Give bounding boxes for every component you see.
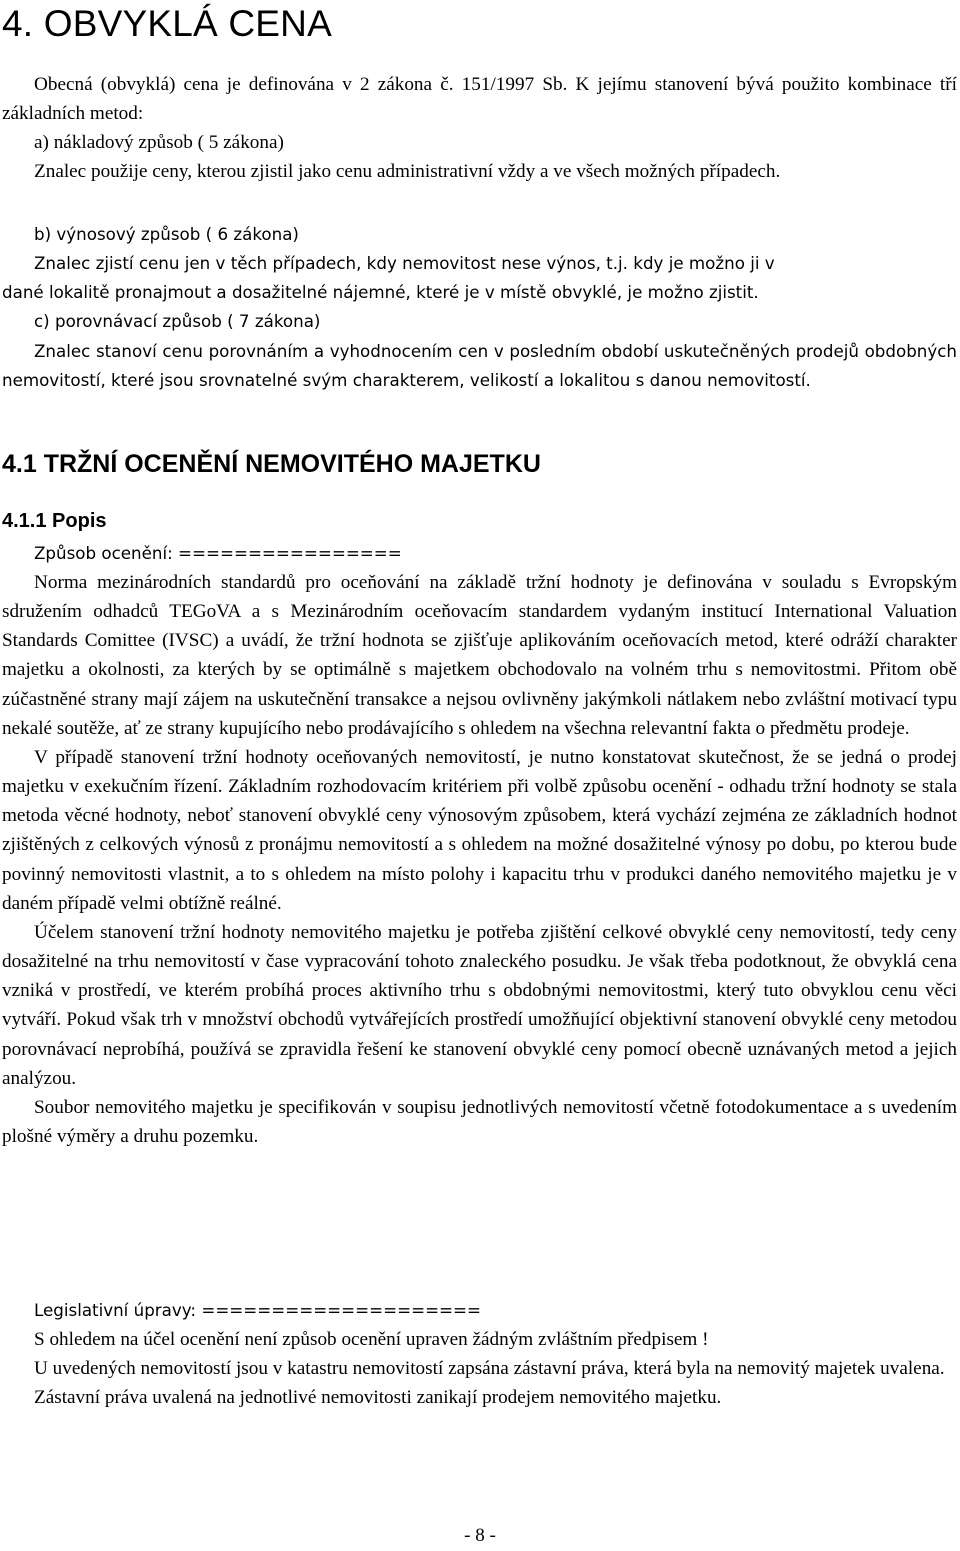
paragraph-2: V případě stanovení tržní hodnoty oceňovaných nemovitostí, je nutno konstatovat skutečnost, že se jedná o prodej majetku v exekučním řízení. Základním rozhodovacím kritériem při volbě způsobu ocenění - odhadu tržní hodnoty se stala metoda věcné hodnoty, neboť stanovení obvyklé ceny výnosovým způsobem, která vychází zejména ze základních hodnot zjištěných z celkových výnosů z pronájmu nemovitostí a s ohledem na možné dosažitelné výnosy po dobu, po kterou bude povinný nemovitosti vlastnit, a to s ohledem na místo polohy i kapacitu trhu v produkci daného nemovitého majetku je v daném případě velmi obtížně reálné.	[2, 746, 957, 914]
method-a-title: a) nákladový způsob ( 5 zákona)	[34, 132, 284, 154]
legislative-line-3: Zástavní práva uvalená na jednotlivé nemovitosti zanikají prodejem nemovitého majetku.	[34, 1387, 722, 1409]
method-b-block	[2, 220, 957, 395]
method-c-text: Znalec stanoví cenu porovnáním a vyhodnocením cen v posledním období uskutečněných prodejů obdobných nemovitostí, které jsou srovnatelné svým charakterem, velikostí a lokalitou s danou nemovitostí.	[2, 340, 957, 390]
method-b-title: b) výnosový způsob ( 6 zákona)	[34, 224, 299, 244]
page-number: - 8 -	[464, 1525, 496, 1546]
method-b-line-1: Znalec zjistí cenu jen v těch případech, kdy nemovitost nese výnos, t.j. kdy je možno ji v	[34, 253, 775, 274]
method-c-title: c) porovnávací způsob ( 7 zákona)	[34, 311, 321, 332]
method-label-block	[2, 539, 957, 568]
intro-block	[2, 70, 957, 187]
chapter-heading: 4. OBVYKLÁ CENA	[2, 3, 332, 44]
method-a-text: Znalec použije ceny, kterou zjistil jako cenu administrativní vždy a ve všech možných případech.	[34, 161, 781, 183]
section-title: 4.1 TRŽNÍ OCENĚNÍ NEMOVITÉHO MAJETKU	[2, 450, 541, 478]
legislative-label-block	[2, 1296, 957, 1325]
method-b-line-2: dané lokalitě pronajmout a dosažitelné nájemné, které je v místě obvyklé, je možno zjistit.	[2, 282, 759, 303]
legislative-block	[2, 1325, 957, 1412]
subsection-title: 4.1.1 Popis	[2, 510, 107, 532]
legislative-line-1: S ohledem na účel ocenění není způsob ocenění upraven žádným zvláštním předpisem !	[34, 1329, 709, 1350]
paragraph-1: Norma mezinárodních standardů pro oceňování na základě tržní hodnoty je definována v souladu s Evropským sdružením odhadců TEGoVA a s Mezinárodním oceňovacím standardem vydaným institucí International Valuation Standards Comittee (IVSC) a uvádí, že tržní hodnota se zjišťuje aplikováním oceňovacích metod, které odráží charakter majetku a okolnosti, za kterých by se optimálně s majetkem obchodovalo na volném trhu s nemovitostmi. Přitom obě zúčastněné strany mají zájem na uskutečnění transakce a nejsou ovlivněny jakýmkoli nátlakem nebo zvláštní motivací typu nekalé soutěže, ať ze strany kupujícího nebo prodávajícího s ohledem na všechna relevantní fakta o předmětu prodeje.	[2, 572, 957, 739]
legislative-line-2: U uvedených nemovitostí jsou v katastru nemovitostí zapsána zástavní práva, která byla na nemovitý majetek uvalena.	[34, 1358, 945, 1380]
body-block	[2, 568, 957, 1151]
paragraph-4: Soubor nemovitého majetku je specifikován v soupisu jednotlivých nemovitostí včetně fotodokumentace a s uvedením plošné výměry a druhu pozemku.	[2, 1096, 957, 1147]
legislative-label: Legislativní úpravy: ====================	[34, 1300, 481, 1320]
method-label: Způsob ocenění: ================	[34, 543, 402, 563]
intro-paragraph: Obecná (obvyklá) cena je definována v 2 zákona č. 151/1997 Sb. K jejímu stanovení bývá použito kombinace tří základních metod:	[2, 74, 957, 125]
paragraph-3: Účelem stanovení tržní hodnoty nemovitého majetku je potřeba zjištění celkové obvyklé ceny nemovitostí, tedy ceny dosažitelné na trhu nemovitostí v čase vypracování tohoto znaleckého posudku. Je však třeba podotknout, že obvyklá cena vzniká v prostředí, ve kterém probíhá proces aktivního trhu s obdobnými nemovitostmi, který tuto obvyklou cenu věci vytváří. Pokud však trh v množství obchodů vytvářejících prostředí umožňující objektivní stanovení obvyklé ceny metodou porovnávací neprobíhá, používá se zpravidla řešení ke stanovení obvyklé ceny pomocí obecně uznávaných metod a jejich analýzou.	[2, 921, 957, 1089]
